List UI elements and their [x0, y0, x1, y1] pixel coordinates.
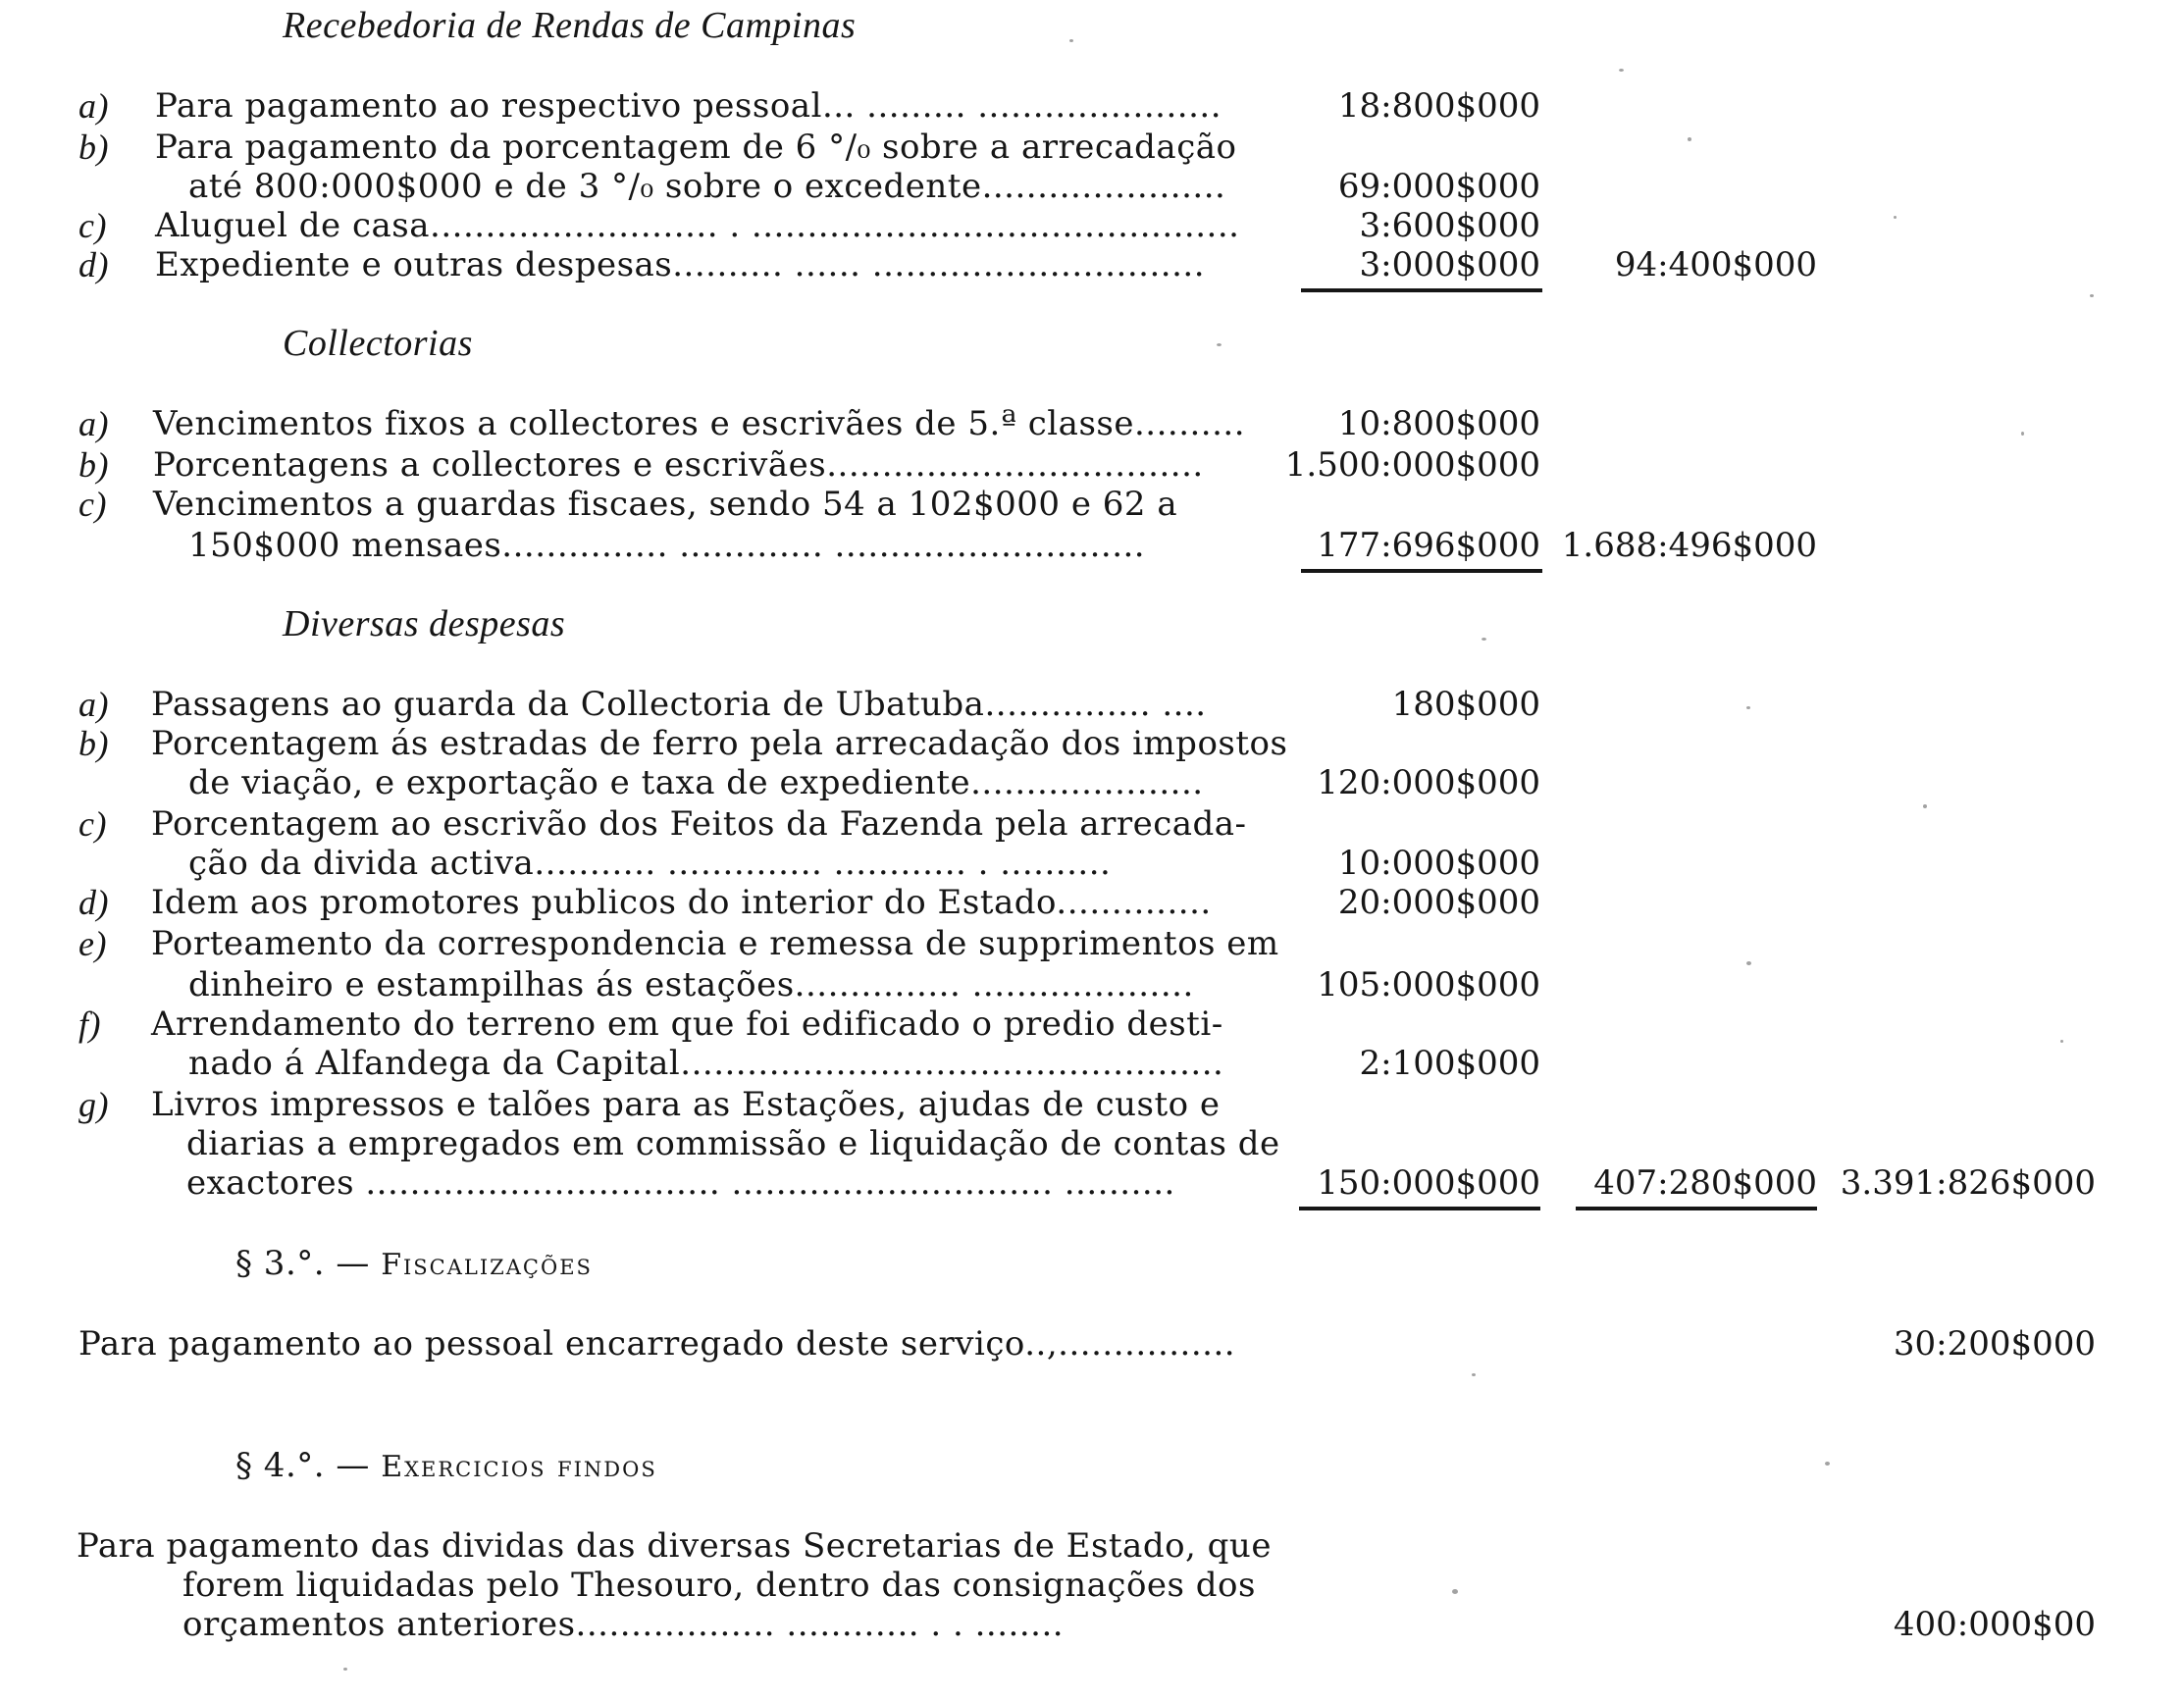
item-amount: 10:000$000	[1337, 844, 1540, 883]
item-text-continuation: exactores ................................ ............................. ..........	[186, 1163, 1175, 1203]
scan-speck	[343, 1668, 347, 1671]
item-text: Para pagamento das dividas das diversas Secretarias de Estado, que	[77, 1526, 1272, 1566]
item-text: Para pagamento ao pessoal encarregado deste serviço..,................	[78, 1324, 1236, 1364]
total-rule	[1301, 569, 1542, 573]
item-amount: 10:800$000	[1337, 404, 1540, 443]
total-rule	[1299, 1207, 1540, 1210]
item-text-continuation: orçamentos anteriores.................. ............ . . ........	[182, 1605, 1065, 1644]
section-subtotal: 1.688:496$000	[1561, 526, 1817, 565]
scan-speck	[1217, 343, 1222, 346]
item-amount: 20:000$000	[1337, 883, 1540, 922]
item-amount: 30:200$000	[1893, 1324, 2096, 1364]
section-subtotal: 407:280$000	[1593, 1163, 1817, 1203]
grand-total: 3.391:826$000	[1840, 1163, 2096, 1203]
section-heading-recebedoria: Recebedoria de Rendas de Campinas	[283, 5, 857, 46]
item-text: Porcentagem ás estradas de ferro pela arrecadação dos impostos	[151, 724, 1288, 763]
scan-speck	[2060, 1040, 2063, 1043]
item-text-continuation: nado á Alfandega da Capital.................................................	[188, 1044, 1224, 1083]
item-amount: 150:000$000	[1317, 1163, 1540, 1203]
item-text: Arrendamento do terreno em que foi edificado o predio desti-	[151, 1004, 1223, 1044]
item-text: Porteamento da correspondencia e remessa de supprimentos em	[151, 924, 1279, 963]
item-amount: 177:696$000	[1317, 526, 1540, 565]
section-subtotal: 94:400$000	[1614, 245, 1817, 284]
section-number: § 4.°. —	[235, 1446, 370, 1485]
scan-speck	[1472, 1373, 1476, 1376]
item-text: Livros impressos e talões para as Estações, ajudas de custo e	[151, 1085, 1221, 1124]
item-label: a)	[78, 685, 109, 724]
section-number: § 3.°. —	[235, 1244, 370, 1283]
item-text-continuation: ção da divida activa........... .............. ............ . ..........	[188, 844, 1112, 883]
item-amount: 120:000$000	[1317, 763, 1540, 802]
item-amount: 180$000	[1391, 685, 1540, 724]
item-text: Aluguel de casa.......................... . ............................................	[155, 206, 1240, 245]
item-text: Passagens ao guarda da Collectoria de Ubatuba............... ....	[151, 685, 1207, 724]
item-text: Vencimentos a guardas fiscaes, sendo 54 a 102$000 e 62 a	[153, 485, 1178, 524]
item-label: a)	[78, 86, 109, 126]
item-amount: 3:000$000	[1359, 245, 1540, 284]
item-text: Idem aos promotores publicos do interior do Estado..............	[151, 883, 1212, 922]
item-text: Porcentagens a collectores e escrivães..................................	[153, 445, 1204, 485]
item-label: d)	[78, 245, 109, 284]
item-label: f)	[78, 1004, 101, 1044]
scan-speck	[2090, 294, 2094, 297]
item-label: b)	[78, 724, 109, 763]
scan-speck	[1746, 706, 1750, 709]
section-heading-collectorias: Collectorias	[283, 323, 473, 364]
scan-speck	[1825, 1462, 1830, 1466]
section-title: Exercicios findos	[381, 1450, 657, 1484]
scan-speck	[2021, 432, 2024, 436]
item-amount: 18:800$000	[1337, 86, 1540, 126]
section-title: Fiscalizações	[381, 1248, 593, 1282]
item-amount: 3:600$000	[1359, 206, 1540, 245]
scan-speck	[1619, 69, 1624, 72]
scan-speck	[1688, 137, 1691, 141]
item-label: e)	[78, 924, 107, 963]
scan-speck	[1069, 39, 1073, 42]
item-label: c)	[78, 804, 107, 844]
item-text-continuation: 150$000 mensaes............... ............. ............................	[188, 526, 1146, 565]
scan-speck	[1923, 804, 1927, 808]
item-label: g)	[78, 1085, 109, 1124]
item-amount: 105:000$000	[1317, 965, 1540, 1004]
item-label: b)	[78, 128, 109, 167]
item-text-continuation: até 800:000$000 e de 3 °/₀ sobre o excedente......................	[188, 167, 1226, 206]
scan-speck	[1482, 638, 1486, 641]
item-amount: 69:000$000	[1337, 167, 1540, 206]
item-text: Expediente e outras despesas.......... ...... ..............................	[155, 245, 1206, 284]
item-text-continuation: forem liquidadas pelo Thesouro, dentro das consignações dos	[182, 1566, 1256, 1605]
item-text-continuation: diarias a empregados em commissão e liquidação de contas de	[186, 1124, 1280, 1163]
item-label: c)	[78, 206, 107, 245]
item-text: Porcentagem ao escrivão dos Feitos da Fazenda pela arrecada-	[151, 804, 1247, 844]
section-heading-exercicios	[235, 1446, 657, 1487]
section-heading-diversas: Diversas despesas	[283, 603, 566, 644]
scan-speck	[1746, 961, 1751, 965]
item-text-continuation: de viação, e exportação e taxa de expediente.....................	[188, 763, 1204, 802]
item-text: Vencimentos fixos a collectores e escrivães de 5.ª classe..........	[153, 404, 1246, 443]
item-amount: 1.500:000$000	[1284, 445, 1540, 485]
item-label: c)	[78, 485, 107, 524]
item-amount: 400:000$00	[1893, 1605, 2096, 1644]
scan-speck	[1894, 216, 1897, 219]
item-label: a)	[78, 404, 109, 443]
total-rule	[1576, 1207, 1817, 1210]
section-heading-fiscalizacoes	[235, 1244, 593, 1285]
item-label: b)	[78, 445, 109, 485]
item-text: Para pagamento ao respectivo pessoal... ......... ......................	[155, 86, 1222, 126]
item-text: Para pagamento da porcentagem de 6 °/₀ sobre a arrecadação	[155, 128, 1237, 167]
item-amount: 2:100$000	[1359, 1044, 1540, 1083]
item-text-continuation: dinheiro e estampilhas ás estações............... ....................	[188, 965, 1194, 1004]
total-rule	[1301, 288, 1542, 292]
item-label: d)	[78, 883, 109, 922]
scan-speck	[1452, 1589, 1458, 1594]
